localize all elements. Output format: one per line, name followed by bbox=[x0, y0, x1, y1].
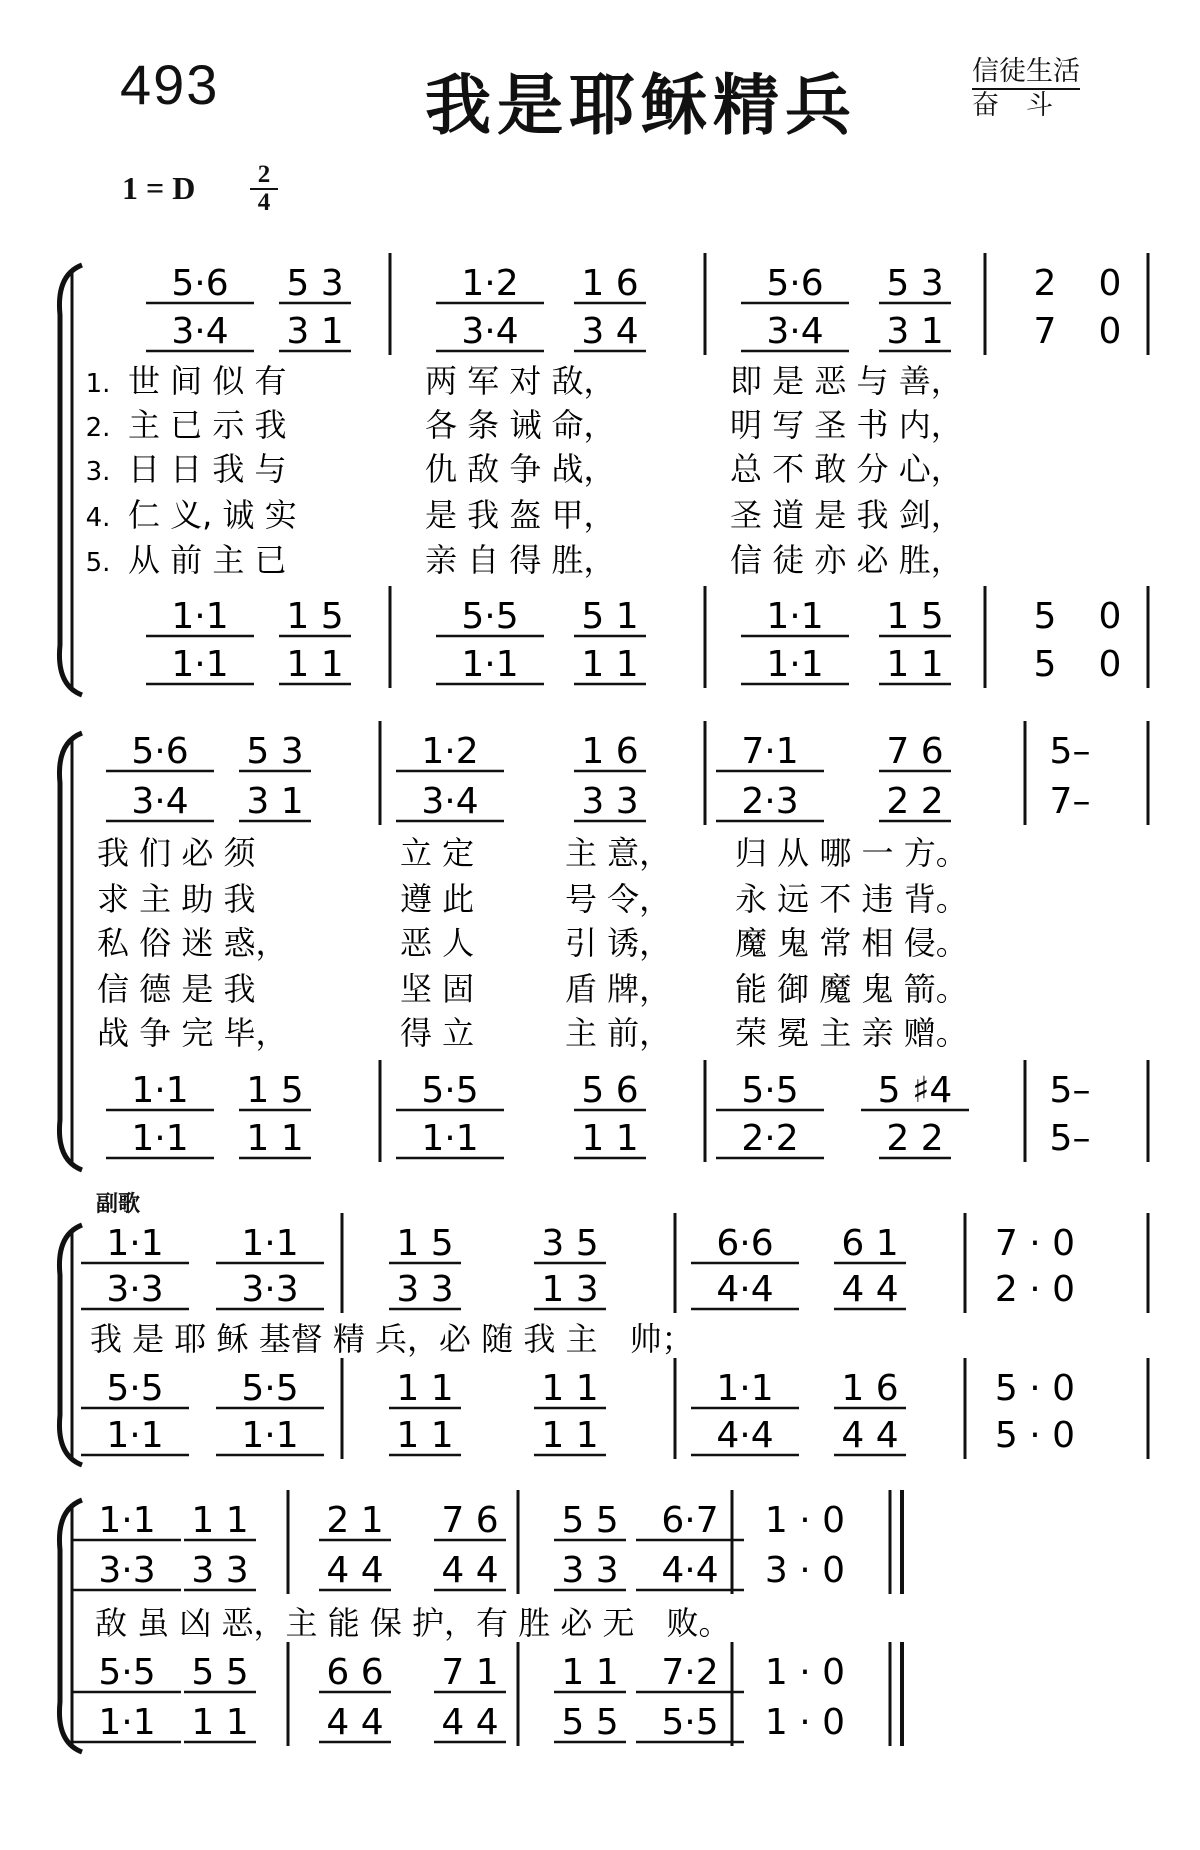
note-group: 3 5 bbox=[541, 1223, 599, 1264]
note-group: 5 3 bbox=[286, 263, 344, 304]
lyric-text: 圣 道 是 我 剑， bbox=[730, 496, 963, 534]
lyric-text: 亲 自 得 胜， bbox=[425, 541, 616, 579]
note-group: 1·1 bbox=[131, 1118, 189, 1159]
note-group: 4 4 bbox=[326, 1550, 384, 1591]
note-group: 3·4 bbox=[766, 311, 824, 352]
time-signature-bottom: 4 bbox=[257, 189, 271, 216]
note-group: 7 6 bbox=[886, 731, 944, 772]
note-group: 5 bbox=[1033, 596, 1057, 637]
lyric-text: 得 立 bbox=[400, 1014, 475, 1052]
note-group: 1 3 bbox=[541, 1269, 599, 1310]
note-group: 6·6 bbox=[716, 1223, 774, 1264]
note-group: 1 1 bbox=[191, 1702, 249, 1743]
note-group: 5 bbox=[1033, 644, 1057, 685]
lyric-text: 主 意， bbox=[565, 834, 672, 872]
note-group: 3·4 bbox=[421, 781, 479, 822]
note-group: 1 · 0 bbox=[764, 1652, 846, 1693]
note-group: 1·1 bbox=[241, 1415, 299, 1456]
note-group: 4 4 bbox=[326, 1702, 384, 1743]
lyric-text: 世 间 似 有 bbox=[128, 362, 287, 400]
lyric-text: 两 军 对 敌， bbox=[425, 362, 616, 400]
note-group: 5·6 bbox=[171, 263, 229, 304]
note-group: 1 · 0 bbox=[764, 1702, 846, 1743]
key-signature: 1 = D bbox=[122, 170, 196, 206]
note-group: 1 1 bbox=[396, 1415, 454, 1456]
note-group: 1·2 bbox=[461, 263, 519, 304]
lyric-text: 主 前， bbox=[565, 1014, 672, 1052]
lyric-text: 各 条 诫 命， bbox=[425, 406, 616, 444]
note-group: 1·1 bbox=[421, 1118, 479, 1159]
note-group: 3 4 bbox=[581, 311, 639, 352]
note-group: 1·1 bbox=[766, 596, 824, 637]
note-group: 5– bbox=[1049, 1118, 1091, 1159]
lyric-text: 明 写 圣 书 内， bbox=[730, 406, 963, 444]
lyric-text: 信 徒 亦 必 胜， bbox=[730, 541, 963, 579]
note-group: 1·1 bbox=[106, 1223, 164, 1264]
lyric-text: 是 我 盔 甲， bbox=[425, 496, 616, 534]
time-signature-top: 2 bbox=[250, 162, 278, 190]
lyric-text: 我 是 耶 稣 基督 精 兵，必 随 我 主 帅； bbox=[90, 1320, 694, 1358]
note-group: 2 1 bbox=[326, 1500, 384, 1541]
note-group: 3·3 bbox=[98, 1550, 156, 1591]
lyric-text: 遵 此 bbox=[400, 880, 475, 918]
note-group: 2 bbox=[1033, 263, 1057, 304]
note-group: 5– bbox=[1049, 731, 1091, 772]
lyric-text: 私 俗 迷 惑， bbox=[97, 924, 288, 962]
note-group: 2 2 bbox=[886, 1118, 944, 1159]
note-group: 5·5 bbox=[421, 1070, 479, 1111]
note-group: 3 3 bbox=[396, 1269, 454, 1310]
note-group: 5 3 bbox=[886, 263, 944, 304]
lyric-text: 战 争 完 毕， bbox=[97, 1014, 288, 1052]
note-group: 5 3 bbox=[246, 731, 304, 772]
note-group: 2 · 0 bbox=[994, 1269, 1076, 1310]
note-group: 1 5 bbox=[886, 596, 944, 637]
note-group: 0 bbox=[1098, 596, 1122, 637]
verse-number: 1. bbox=[85, 369, 111, 399]
lyric-text: 敌 虽 凶 恶，主 能 保 护，有 胜 必 无 败。 bbox=[95, 1604, 731, 1642]
note-group: 2 2 bbox=[886, 781, 944, 822]
note-group: 1 1 bbox=[541, 1415, 599, 1456]
note-group: 1·2 bbox=[421, 731, 479, 772]
lyric-text: 永 远 不 违 背。 bbox=[735, 880, 968, 918]
lyric-text: 我 们 必 须 bbox=[97, 834, 256, 872]
lyric-text: 总 不 敢 分 心， bbox=[730, 450, 963, 488]
note-group: 3 1 bbox=[246, 781, 304, 822]
lyric-text: 盾 牌， bbox=[565, 970, 672, 1008]
note-group: 1·1 bbox=[106, 1415, 164, 1456]
note-group: 7 1 bbox=[441, 1652, 499, 1693]
note-group: 1·1 bbox=[98, 1702, 156, 1743]
note-group: 4·4 bbox=[716, 1415, 774, 1456]
note-group: 3 3 bbox=[191, 1550, 249, 1591]
note-group: 1 5 bbox=[246, 1070, 304, 1111]
note-group: 1 6 bbox=[841, 1368, 899, 1409]
note-group: 7 · 0 bbox=[994, 1223, 1076, 1264]
note-group: 4 4 bbox=[841, 1269, 899, 1310]
note-group: 1·1 bbox=[241, 1223, 299, 1264]
note-group: 5·5 bbox=[241, 1368, 299, 1409]
lyric-text: 信 德 是 我 bbox=[97, 970, 256, 1008]
note-group: 1·1 bbox=[171, 596, 229, 637]
note-group: 3 1 bbox=[886, 311, 944, 352]
note-group: 7·1 bbox=[741, 731, 799, 772]
note-group: 5·5 bbox=[661, 1702, 719, 1743]
note-group: 4·4 bbox=[661, 1550, 719, 1591]
note-group: 3·3 bbox=[106, 1269, 164, 1310]
note-group: 1·1 bbox=[716, 1368, 774, 1409]
lyric-text: 求 主 助 我 bbox=[97, 880, 256, 918]
note-group: 5·6 bbox=[131, 731, 189, 772]
note-group: 1 5 bbox=[286, 596, 344, 637]
note-group: 5·5 bbox=[106, 1368, 164, 1409]
note-group: 3 · 0 bbox=[764, 1550, 846, 1591]
note-group: 5– bbox=[1049, 1070, 1091, 1111]
note-group: 1 1 bbox=[396, 1368, 454, 1409]
note-group: 1 5 bbox=[396, 1223, 454, 1264]
note-group: 5 · 0 bbox=[994, 1415, 1076, 1456]
note-group: 3 1 bbox=[286, 311, 344, 352]
note-group: 2·2 bbox=[741, 1118, 799, 1159]
note-group: 4 4 bbox=[841, 1415, 899, 1456]
note-group: 7 6 bbox=[441, 1500, 499, 1541]
note-group: 7– bbox=[1049, 781, 1091, 822]
hymn-title: 我是耶稣精兵 bbox=[425, 67, 857, 144]
note-group: 4 4 bbox=[441, 1550, 499, 1591]
note-group: 3·4 bbox=[131, 781, 189, 822]
note-group: 5·5 bbox=[98, 1652, 156, 1693]
note-group: 1·1 bbox=[131, 1070, 189, 1111]
note-group: 1·1 bbox=[171, 644, 229, 685]
note-group: 5·6 bbox=[766, 263, 824, 304]
note-group: 1 6 bbox=[581, 731, 639, 772]
category-sub: 奋 斗 bbox=[972, 90, 1053, 121]
note-group: 1 1 bbox=[581, 644, 639, 685]
note-group: 0 bbox=[1098, 311, 1122, 352]
note-group: 1·1 bbox=[98, 1500, 156, 1541]
lyric-text: 日 日 我 与 bbox=[128, 450, 287, 488]
note-group: 7·2 bbox=[661, 1652, 719, 1693]
note-group: 3·3 bbox=[241, 1269, 299, 1310]
note-group: 1 1 bbox=[286, 644, 344, 685]
note-group: 1 · 0 bbox=[764, 1500, 846, 1541]
verse-number: 5. bbox=[85, 548, 111, 578]
note-group: 6 1 bbox=[841, 1223, 899, 1264]
category-main: 信徒生活 bbox=[972, 56, 1080, 90]
note-group: 3·4 bbox=[171, 311, 229, 352]
note-group: 1 6 bbox=[581, 263, 639, 304]
note-group: 5 5 bbox=[561, 1702, 619, 1743]
note-group: 5 ♯4 bbox=[877, 1070, 953, 1111]
note-group: 1·1 bbox=[461, 644, 519, 685]
lyric-text: 仇 敌 争 战， bbox=[425, 450, 616, 488]
lyric-text: 坚 固 bbox=[400, 970, 475, 1008]
lyric-text: 号 令， bbox=[565, 880, 672, 918]
lyric-text: 即 是 恶 与 善， bbox=[730, 362, 963, 400]
note-group: 0 bbox=[1098, 644, 1122, 685]
lyric-text: 引 诱， bbox=[565, 924, 672, 962]
note-group: 5 5 bbox=[561, 1500, 619, 1541]
note-group: 5 6 bbox=[581, 1070, 639, 1111]
note-group: 4 4 bbox=[441, 1702, 499, 1743]
note-group: 3·4 bbox=[461, 311, 519, 352]
note-group: 5·5 bbox=[741, 1070, 799, 1111]
note-group: 1 1 bbox=[581, 1118, 639, 1159]
verse-number: 3. bbox=[85, 457, 111, 487]
lyric-text: 仁 义, 诚 实 bbox=[128, 496, 297, 534]
lyric-text: 能 御 魔 鬼 箭。 bbox=[735, 970, 968, 1008]
note-group: 4·4 bbox=[716, 1269, 774, 1310]
lyric-text: 主 已 示 我 bbox=[128, 406, 287, 444]
note-group: 6·7 bbox=[661, 1500, 719, 1541]
note-group: 2·3 bbox=[741, 781, 799, 822]
lyric-text: 荣 冕 主 亲 赠。 bbox=[735, 1014, 968, 1052]
note-group: 7 bbox=[1033, 311, 1057, 352]
note-group: 1 1 bbox=[191, 1500, 249, 1541]
lyric-text: 立 定 bbox=[400, 834, 475, 872]
note-group: 0 bbox=[1098, 263, 1122, 304]
lyric-text: 恶 人 bbox=[400, 924, 475, 962]
note-group: 5 5 bbox=[191, 1652, 249, 1693]
note-group: 1 1 bbox=[886, 644, 944, 685]
lyric-text: 归 从 哪 一 方。 bbox=[735, 834, 968, 872]
note-group: 6 6 bbox=[326, 1652, 384, 1693]
verse-number: 4. bbox=[85, 503, 111, 533]
verse-number: 2. bbox=[85, 413, 111, 443]
chorus-label: 副歌 bbox=[96, 1192, 141, 1217]
note-group: 5 · 0 bbox=[994, 1368, 1076, 1409]
note-group: 5 1 bbox=[581, 596, 639, 637]
lyric-text: 从 前 主 已 bbox=[128, 541, 287, 579]
note-group: 3 3 bbox=[561, 1550, 619, 1591]
note-group: 1 1 bbox=[541, 1368, 599, 1409]
note-group: 1 1 bbox=[561, 1652, 619, 1693]
hymn-number: 493 bbox=[120, 53, 220, 116]
note-group: 5·5 bbox=[461, 596, 519, 637]
note-group: 3 3 bbox=[581, 781, 639, 822]
lyric-text: 魔 鬼 常 相 侵。 bbox=[735, 924, 968, 962]
note-group: 1 1 bbox=[246, 1118, 304, 1159]
note-group: 1·1 bbox=[766, 644, 824, 685]
